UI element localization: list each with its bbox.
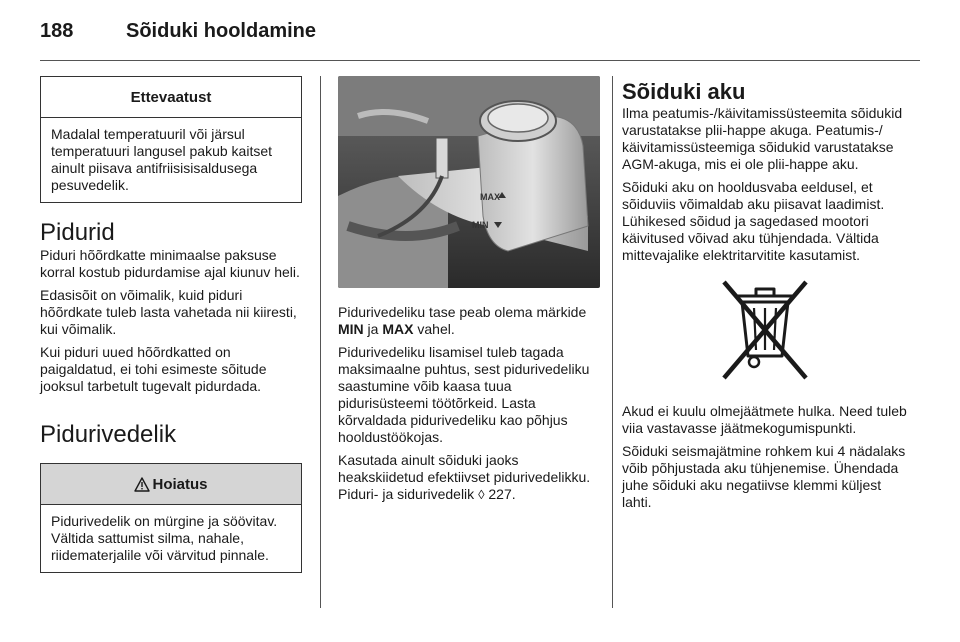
fluid-text <box>338 304 602 503</box>
column-divider-1 <box>320 76 321 608</box>
brakes-paragraph-3: Kui piduri uued hõõrdkatted on paigaldatud, ei tohi esimeste sõitude jooksul tarbetult tugevalt pidurdada. <box>40 344 267 394</box>
header-divider <box>40 60 920 61</box>
brakes-heading: Pidurid <box>40 219 115 246</box>
crossed-out-wheelie-bin-icon <box>714 274 816 391</box>
page-reference-link[interactable]: 227. <box>484 486 516 502</box>
warning-text: Pidurivedelik on mürgine ja söövitav. Vältida sattumist silma, nahale, riidematerjalile või värvitud pinnale. <box>51 513 278 563</box>
min-label: MIN <box>338 321 364 337</box>
fluid-level-paragraph <box>338 304 602 338</box>
battery-paragraph-3: Akud ei kuulu olmejäätmete hulka. Need tuleb viia vastavasse jäätmekogumispunkti. <box>622 403 907 436</box>
brake-fluid-reservoir-photo <box>338 76 600 288</box>
warning-triangle-icon <box>134 477 150 492</box>
fluid-approved-text: Kasutada ainult sõiduki jaoks heakskiidetud efektiivset pidurivedelikku. Piduri- ja sidurivedelik <box>338 452 591 502</box>
max-label: MAX <box>382 321 414 337</box>
battery-paragraph-2: Sõiduki aku on hooldusvaba eeldusel, et sõiduviis võimaldab aku piisavat laadimist. Lühikesed sõidud ja sagedased mootori käivitused võivad aku tühjendada. Vältida mittevajalike elektritarvitite kasutamist. <box>622 179 885 263</box>
caution-title: Ettevaatust <box>41 77 301 118</box>
brakes-paragraph-2: Edasisõit on võimalik, kuid piduri hõõrdkate tuleb lasta vahetada nii kiiresti, kui võimalik. <box>40 287 297 337</box>
page-number: 188 <box>40 20 74 42</box>
page-header <box>40 20 316 48</box>
page-reference-icon: ◊ <box>478 487 485 502</box>
warning-box <box>40 463 302 573</box>
battery-disposal-figure <box>622 274 908 391</box>
warning-header <box>41 464 301 505</box>
fluid-level-end: vahel. <box>413 321 455 337</box>
page-title: Sõiduki hooldamine <box>126 20 317 42</box>
battery-paragraph-4: Sõiduki seismajätmine rohkem kui 4 nädalaks võib põhjustada aku tühjenemise. Ühendada juhe sõiduki aku negatiivse klemmi küljest lahti. <box>622 443 906 510</box>
battery-paragraph-1: Ilma peatumis-/käivitamissüsteemita sõidukid varustatakse plii-happe akuga. Peatumis-/ käivitamissüsteemiga sõidukid varustatakse AGM-akuga, mis ei ole plii-happe aku. <box>622 105 903 172</box>
caution-box <box>40 76 302 203</box>
battery-heading: Sõiduki aku <box>622 79 746 104</box>
column-right <box>622 76 908 517</box>
column-left <box>40 76 302 589</box>
fluid-cleanliness-paragraph: Pidurivedeliku lisamisel tuleb tagada maksimaalne puhtus, sest pidurivedeliku saastumine võib kaasa tuua pidurisüsteemi töötõrkeid. Lasta kõrvaldada pidurivedeliku kao põhjus hooldustöökojas. <box>338 344 590 445</box>
fluid-approved-paragraph <box>338 452 602 503</box>
fluid-level-text: Pidurivedeliku tase peab olema märkide <box>338 304 587 320</box>
brake-fluid-heading: Pidurivedelik <box>40 421 177 448</box>
caution-text: Madalal temperatuuril või järsul temperatuuri langusel pakub kaitset ainult piisava antifriisisisaldusega pesuvedelik. <box>51 126 273 193</box>
brakes-section <box>40 219 302 395</box>
brakes-paragraph-1: Piduri hõõrdkatte minimaalse paksuse korral kostub pidurdamise ajal kiunuv heli. <box>40 247 300 280</box>
fluid-level-and: ja <box>363 321 383 337</box>
column-divider-2 <box>612 76 613 608</box>
column-middle <box>338 76 602 509</box>
max-mark-label: MAX <box>480 192 500 202</box>
warning-title: Hoiatus <box>152 475 208 493</box>
min-mark-label: MIN <box>472 220 489 230</box>
